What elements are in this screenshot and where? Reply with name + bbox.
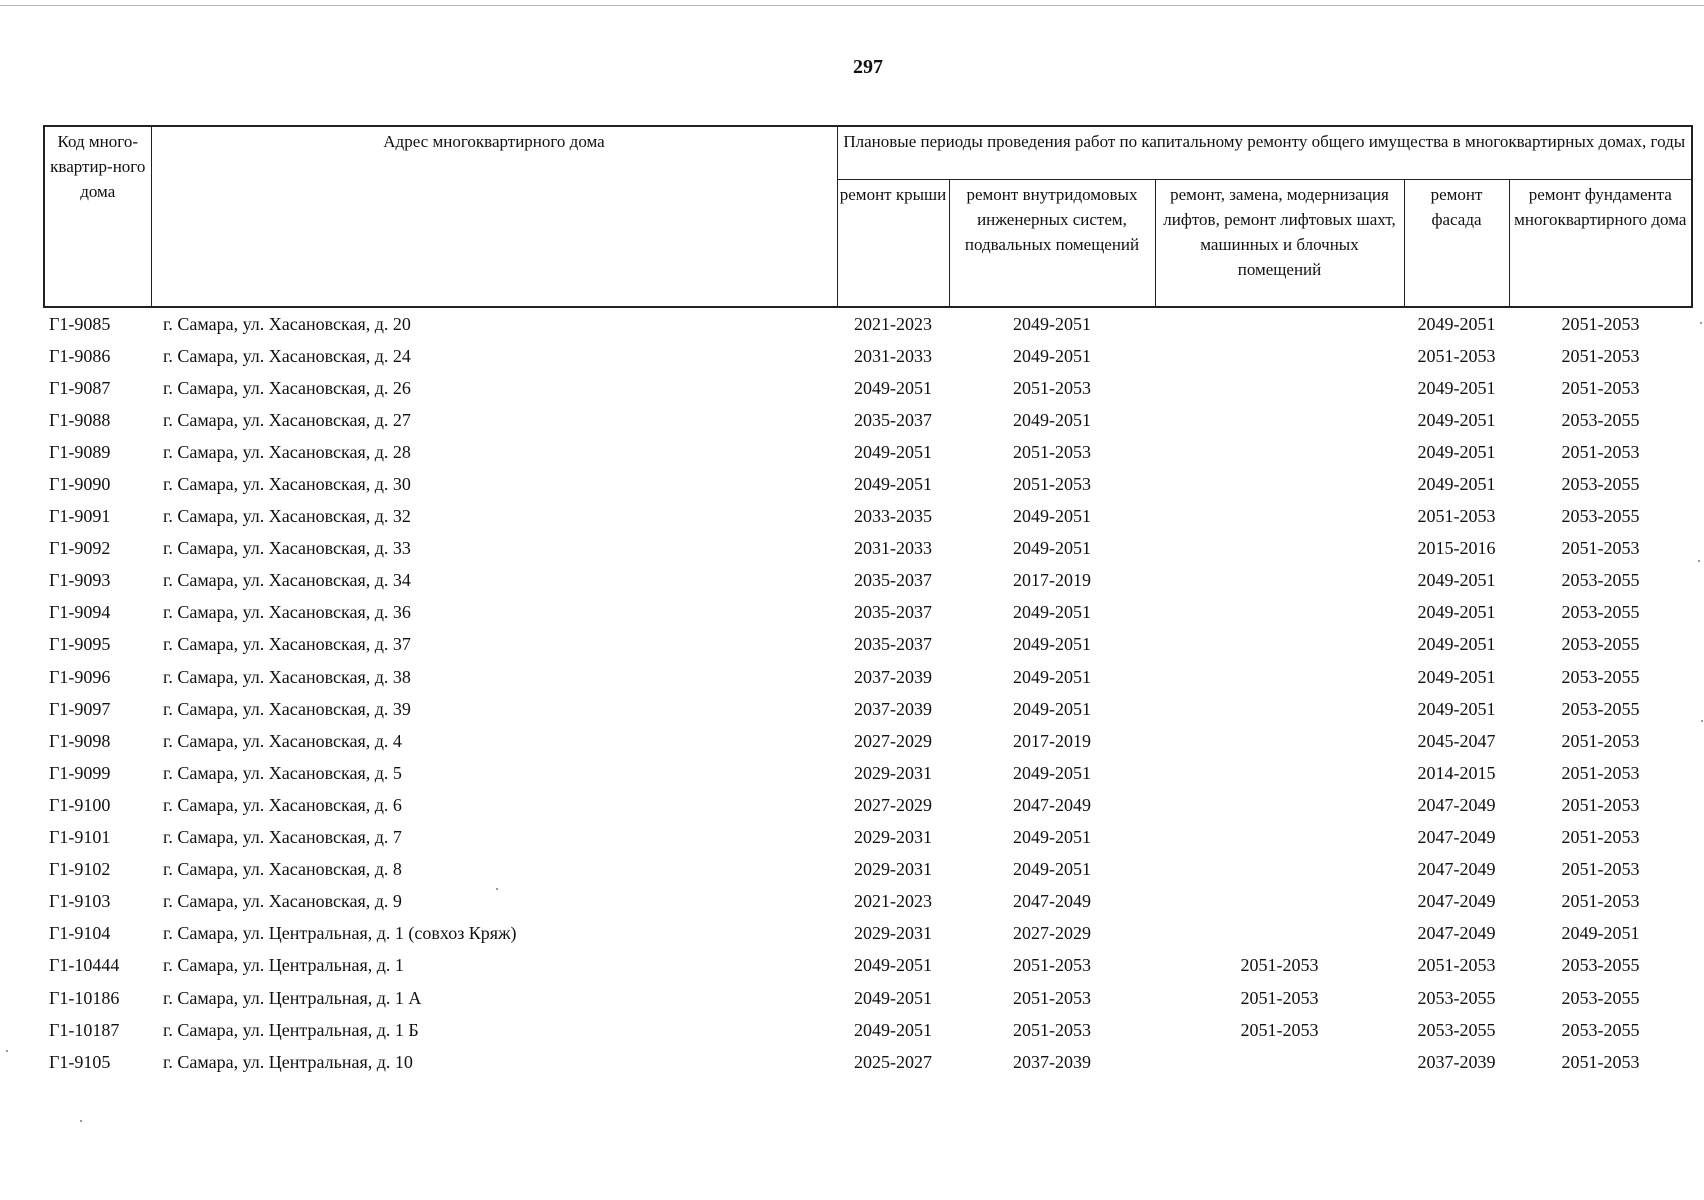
cell-foundation: 2051-2053 bbox=[1561, 859, 1640, 880]
cell-roof: 2021-2023 bbox=[854, 313, 932, 334]
table-row bbox=[44, 307, 1692, 340]
cell-foundation: 2053-2055 bbox=[1561, 666, 1640, 687]
cell-roof: 2035-2037 bbox=[854, 570, 932, 591]
cell-code: Г1-9090 bbox=[49, 474, 111, 495]
cell-roof: 2027-2029 bbox=[854, 730, 932, 751]
cell-elevators bbox=[1155, 789, 1404, 821]
table-row bbox=[44, 468, 1692, 500]
cell-foundation: 2053-2055 bbox=[1561, 698, 1640, 719]
cell-elevators: 2051-2053 bbox=[1240, 987, 1319, 1008]
cell-address: г. Самара, ул. Хасановская, д. 34 bbox=[163, 570, 411, 591]
cell-elevators bbox=[1155, 854, 1404, 886]
cell-elevators bbox=[1155, 436, 1404, 468]
cell-elevators bbox=[1155, 372, 1404, 404]
cell-engineering: 2051-2053 bbox=[1013, 377, 1091, 398]
cell-engineering: 2027-2029 bbox=[1013, 923, 1091, 944]
table-row bbox=[44, 982, 1692, 1014]
cell-foundation: 2053-2055 bbox=[1561, 474, 1640, 495]
cell-foundation: 2053-2055 bbox=[1561, 987, 1640, 1008]
cell-facade: 2049-2051 bbox=[1417, 474, 1496, 495]
table-row bbox=[44, 1014, 1692, 1046]
table-row bbox=[44, 404, 1692, 436]
cell-elevators bbox=[1155, 1046, 1404, 1078]
cell-address: г. Самара, ул. Хасановская, д. 37 bbox=[163, 634, 411, 655]
cell-engineering: 2049-2051 bbox=[1013, 506, 1091, 527]
table-row bbox=[44, 501, 1692, 533]
cell-facade: 2015-2016 bbox=[1417, 538, 1496, 559]
cell-roof: 2049-2051 bbox=[854, 1019, 932, 1040]
table-row bbox=[44, 340, 1692, 372]
table-row bbox=[44, 950, 1692, 982]
cell-facade: 2049-2051 bbox=[1417, 602, 1496, 623]
cell-elevators bbox=[1155, 501, 1404, 533]
cell-elevators bbox=[1155, 533, 1404, 565]
cell-elevators bbox=[1155, 693, 1404, 725]
cell-foundation: 2053-2055 bbox=[1561, 506, 1640, 527]
cell-foundation: 2051-2053 bbox=[1561, 1051, 1640, 1072]
cell-elevators: 2051-2053 bbox=[1240, 1019, 1319, 1040]
cell-foundation: 2051-2053 bbox=[1561, 313, 1640, 334]
table-row bbox=[44, 629, 1692, 661]
cell-engineering: 2051-2053 bbox=[1013, 441, 1091, 462]
cell-address: г. Самара, ул. Хасановская, д. 26 bbox=[163, 377, 411, 398]
cell-elevators bbox=[1155, 822, 1404, 854]
cell-roof: 2035-2037 bbox=[854, 602, 932, 623]
header-address: Адрес многоквартирного дома bbox=[151, 126, 837, 307]
cell-roof: 2031-2033 bbox=[854, 538, 932, 559]
cell-code: Г1-9092 bbox=[49, 538, 111, 559]
cell-address: г. Самара, ул. Центральная, д. 1 Б bbox=[163, 1019, 419, 1040]
cell-roof: 2025-2027 bbox=[854, 1051, 932, 1072]
cell-roof: 2031-2033 bbox=[854, 345, 932, 366]
cell-facade: 2047-2049 bbox=[1417, 827, 1496, 848]
cell-elevators bbox=[1155, 757, 1404, 789]
cell-foundation: 2051-2053 bbox=[1561, 345, 1640, 366]
cell-code: Г1-9097 bbox=[49, 698, 111, 719]
cell-elevators bbox=[1155, 886, 1404, 918]
cell-engineering: 2049-2051 bbox=[1013, 762, 1091, 783]
table-row bbox=[44, 661, 1692, 693]
cell-facade: 2049-2051 bbox=[1417, 441, 1496, 462]
cell-address: г. Самара, ул. Хасановская, д. 20 bbox=[163, 313, 411, 334]
cell-elevators bbox=[1155, 918, 1404, 950]
table-row bbox=[44, 789, 1692, 821]
cell-roof: 2033-2035 bbox=[854, 506, 932, 527]
cell-address: г. Самара, ул. Хасановская, д. 36 bbox=[163, 602, 411, 623]
cell-elevators bbox=[1155, 565, 1404, 597]
cell-facade: 2051-2053 bbox=[1417, 345, 1496, 366]
cell-address: г. Самара, ул. Хасановская, д. 38 bbox=[163, 666, 411, 687]
cell-address: г. Самара, ул. Хасановская, д. 4 bbox=[163, 730, 402, 751]
cell-facade: 2049-2051 bbox=[1417, 698, 1496, 719]
cell-foundation: 2053-2055 bbox=[1561, 634, 1640, 655]
table-header bbox=[44, 126, 1692, 307]
cell-roof: 2049-2051 bbox=[854, 474, 932, 495]
cell-code: Г1-10187 bbox=[49, 1019, 120, 1040]
cell-engineering: 2017-2019 bbox=[1013, 570, 1091, 591]
cell-address: г. Самара, ул. Хасановская, д. 39 bbox=[163, 698, 411, 719]
cell-code: Г1-9086 bbox=[49, 345, 111, 366]
cell-address: г. Самара, ул. Хасановская, д. 32 bbox=[163, 506, 411, 527]
cell-facade: 2047-2049 bbox=[1417, 794, 1496, 815]
cell-engineering: 2047-2049 bbox=[1013, 794, 1091, 815]
cell-code: Г1-9087 bbox=[49, 377, 111, 398]
cell-address: г. Самара, ул. Центральная, д. 1 А bbox=[163, 987, 422, 1008]
cell-foundation: 2053-2055 bbox=[1561, 409, 1640, 430]
cell-roof: 2037-2039 bbox=[854, 698, 932, 719]
cell-roof: 2029-2031 bbox=[854, 859, 932, 880]
table-row bbox=[44, 854, 1692, 886]
cell-engineering: 2049-2051 bbox=[1013, 827, 1091, 848]
table-row bbox=[44, 372, 1692, 404]
cell-code: Г1-9098 bbox=[49, 730, 111, 751]
cell-foundation: 2049-2051 bbox=[1561, 923, 1640, 944]
cell-address: г. Самара, ул. Центральная, д. 1 bbox=[163, 955, 404, 976]
page-number: 297 bbox=[853, 56, 883, 78]
header-facade: ремонт фасада bbox=[1404, 180, 1509, 308]
cell-address: г. Самара, ул. Хасановская, д. 5 bbox=[163, 762, 402, 783]
cell-facade: 2051-2053 bbox=[1417, 955, 1496, 976]
cell-roof: 2049-2051 bbox=[854, 955, 932, 976]
cell-address: г. Самара, ул. Центральная, д. 1 (совхоз Кряж) bbox=[163, 923, 517, 944]
cell-roof: 2035-2037 bbox=[854, 634, 932, 655]
table-row bbox=[44, 436, 1692, 468]
cell-code: Г1-9094 bbox=[49, 602, 111, 623]
cell-roof: 2021-2023 bbox=[854, 891, 932, 912]
cell-facade: 2049-2051 bbox=[1417, 313, 1496, 334]
table-row bbox=[44, 725, 1692, 757]
cell-facade: 2049-2051 bbox=[1417, 666, 1496, 687]
cell-foundation: 2051-2053 bbox=[1561, 827, 1640, 848]
cell-code: Г1-10444 bbox=[49, 955, 120, 976]
cell-foundation: 2051-2053 bbox=[1561, 794, 1640, 815]
cell-code: Г1-9100 bbox=[49, 794, 111, 815]
cell-foundation: 2051-2053 bbox=[1561, 730, 1640, 751]
cell-foundation: 2053-2055 bbox=[1561, 602, 1640, 623]
cell-code: Г1-9103 bbox=[49, 891, 111, 912]
cell-engineering: 2051-2053 bbox=[1013, 474, 1091, 495]
cell-foundation: 2051-2053 bbox=[1561, 377, 1640, 398]
cell-facade: 2049-2051 bbox=[1417, 409, 1496, 430]
cell-foundation: 2051-2053 bbox=[1561, 891, 1640, 912]
cell-roof: 2029-2031 bbox=[854, 762, 932, 783]
table-row bbox=[44, 533, 1692, 565]
cell-code: Г1-9089 bbox=[49, 441, 111, 462]
cell-code: Г1-9095 bbox=[49, 634, 111, 655]
header-engineering: ремонт внутридомовых инженерных систем, подвальных помещений bbox=[949, 180, 1155, 308]
table-row bbox=[44, 886, 1692, 918]
cell-engineering: 2017-2019 bbox=[1013, 730, 1091, 751]
cell-foundation: 2053-2055 bbox=[1561, 955, 1640, 976]
cell-code: Г1-9088 bbox=[49, 409, 111, 430]
cell-code: Г1-9099 bbox=[49, 762, 111, 783]
cell-engineering: 2049-2051 bbox=[1013, 698, 1091, 719]
cell-code: Г1-10186 bbox=[49, 987, 120, 1008]
cell-roof: 2049-2051 bbox=[854, 441, 932, 462]
cell-engineering: 2049-2051 bbox=[1013, 409, 1091, 430]
cell-foundation: 2051-2053 bbox=[1561, 762, 1640, 783]
cell-engineering: 2049-2051 bbox=[1013, 313, 1091, 334]
cell-elevators bbox=[1155, 340, 1404, 372]
cell-roof: 2037-2039 bbox=[854, 666, 932, 687]
table-row bbox=[44, 565, 1692, 597]
header-elevators: ремонт, замена, модернизация лифтов, ремонт лифтовых шахт, машинных и блочных помещений bbox=[1155, 180, 1404, 308]
cell-foundation: 2053-2055 bbox=[1561, 1019, 1640, 1040]
cell-facade: 2045-2047 bbox=[1417, 730, 1496, 751]
table-row bbox=[44, 918, 1692, 950]
cell-engineering: 2049-2051 bbox=[1013, 345, 1091, 366]
cell-code: Г1-9104 bbox=[49, 923, 111, 944]
cell-roof: 2035-2037 bbox=[854, 409, 932, 430]
cell-engineering: 2049-2051 bbox=[1013, 666, 1091, 687]
cell-facade: 2053-2055 bbox=[1417, 1019, 1496, 1040]
cell-facade: 2047-2049 bbox=[1417, 891, 1496, 912]
cell-elevators bbox=[1155, 307, 1404, 340]
cell-address: г. Самара, ул. Хасановская, д. 7 bbox=[163, 827, 402, 848]
cell-address: г. Самара, ул. Хасановская, д. 30 bbox=[163, 474, 411, 495]
cell-facade: 2014-2015 bbox=[1417, 762, 1496, 783]
cell-engineering: 2051-2053 bbox=[1013, 955, 1091, 976]
cell-engineering: 2049-2051 bbox=[1013, 602, 1091, 623]
cell-elevators bbox=[1155, 468, 1404, 500]
cell-address: г. Самара, ул. Хасановская, д. 9 bbox=[163, 891, 402, 912]
table-row bbox=[44, 693, 1692, 725]
cell-elevators bbox=[1155, 725, 1404, 757]
cell-facade: 2049-2051 bbox=[1417, 634, 1496, 655]
cell-elevators bbox=[1155, 404, 1404, 436]
cell-foundation: 2051-2053 bbox=[1561, 538, 1640, 559]
header-roof: ремонт крыши bbox=[837, 180, 949, 308]
cell-engineering: 2047-2049 bbox=[1013, 891, 1091, 912]
cell-elevators bbox=[1155, 629, 1404, 661]
cell-address: г. Самара, ул. Хасановская, д. 6 bbox=[163, 794, 402, 815]
cell-engineering: 2049-2051 bbox=[1013, 538, 1091, 559]
cell-engineering: 2051-2053 bbox=[1013, 987, 1091, 1008]
repair-schedule-table bbox=[43, 125, 1693, 1078]
cell-code: Г1-9105 bbox=[49, 1051, 111, 1072]
top-scan-line bbox=[0, 5, 1704, 6]
cell-address: г. Самара, ул. Хасановская, д. 27 bbox=[163, 409, 411, 430]
cell-elevators bbox=[1155, 661, 1404, 693]
cell-code: Г1-9096 bbox=[49, 666, 111, 687]
cell-roof: 2049-2051 bbox=[854, 987, 932, 1008]
header-foundation: ремонт фундамента многоквартирного дома bbox=[1509, 180, 1692, 308]
cell-engineering: 2049-2051 bbox=[1013, 634, 1091, 655]
cell-facade: 2051-2053 bbox=[1417, 506, 1496, 527]
cell-engineering: 2051-2053 bbox=[1013, 1019, 1091, 1040]
cell-code: Г1-9091 bbox=[49, 506, 111, 527]
cell-facade: 2047-2049 bbox=[1417, 859, 1496, 880]
cell-code: Г1-9101 bbox=[49, 827, 111, 848]
table-row bbox=[44, 757, 1692, 789]
cell-address: г. Самара, ул. Хасановская, д. 24 bbox=[163, 345, 411, 366]
cell-elevators bbox=[1155, 597, 1404, 629]
table-body bbox=[44, 307, 1692, 1078]
cell-facade: 2049-2051 bbox=[1417, 570, 1496, 591]
cell-facade: 2053-2055 bbox=[1417, 987, 1496, 1008]
cell-facade: 2049-2051 bbox=[1417, 377, 1496, 398]
header-planned-periods: Плановые периоды проведения работ по капитальному ремонту общего имущества в многоквартирных домах, годы bbox=[837, 126, 1692, 180]
cell-code: Г1-9102 bbox=[49, 859, 111, 880]
header-code: Код много-квартир-ного дома bbox=[44, 126, 151, 307]
cell-address: г. Самара, ул. Хасановская, д. 33 bbox=[163, 538, 411, 559]
cell-roof: 2027-2029 bbox=[854, 794, 932, 815]
cell-facade: 2047-2049 bbox=[1417, 923, 1496, 944]
cell-foundation: 2053-2055 bbox=[1561, 570, 1640, 591]
cell-address: г. Самара, ул. Хасановская, д. 28 bbox=[163, 441, 411, 462]
table-row bbox=[44, 1046, 1692, 1078]
repair-schedule-table-wrap bbox=[43, 125, 1693, 1078]
cell-code: Г1-9093 bbox=[49, 570, 111, 591]
cell-engineering: 2049-2051 bbox=[1013, 859, 1091, 880]
table-row bbox=[44, 597, 1692, 629]
cell-code: Г1-9085 bbox=[49, 313, 111, 334]
cell-foundation: 2051-2053 bbox=[1561, 441, 1640, 462]
cell-address: г. Самара, ул. Хасановская, д. 8 bbox=[163, 859, 402, 880]
cell-roof: 2049-2051 bbox=[854, 377, 932, 398]
table-row bbox=[44, 822, 1692, 854]
cell-roof: 2029-2031 bbox=[854, 827, 932, 848]
cell-engineering: 2037-2039 bbox=[1013, 1051, 1091, 1072]
cell-address: г. Самара, ул. Центральная, д. 10 bbox=[163, 1051, 413, 1072]
cell-roof: 2029-2031 bbox=[854, 923, 932, 944]
cell-elevators: 2051-2053 bbox=[1240, 955, 1319, 976]
cell-facade: 2037-2039 bbox=[1417, 1051, 1496, 1072]
